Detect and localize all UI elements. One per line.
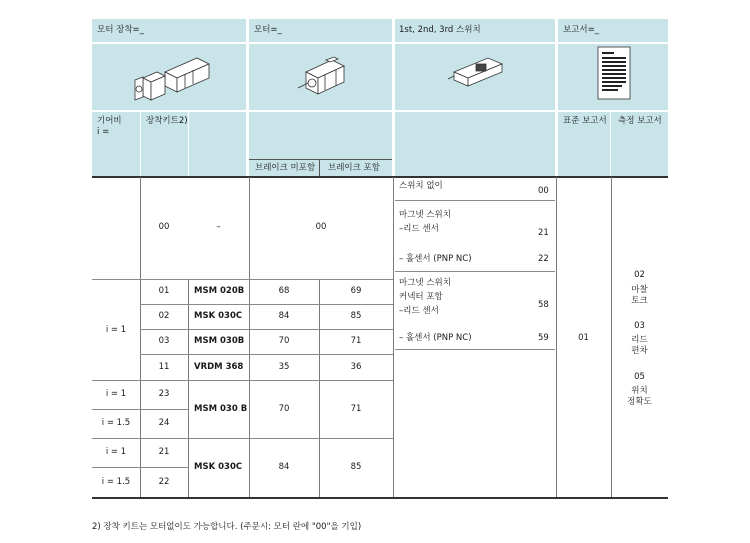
header-switch: 1st, 2nd, 3rd 스위치	[399, 25, 481, 35]
brake-included-code: 69	[350, 286, 362, 296]
motor-model: MSM 020B	[194, 286, 245, 296]
measurement-label: 정확도	[627, 397, 652, 407]
motor-model: MSK 030C	[194, 462, 243, 472]
kit-code: 21	[158, 447, 170, 457]
measurement-code: 03	[634, 321, 645, 331]
ratio-label: i = 1	[105, 389, 127, 399]
switch-magnet-connector-title: 마그넷 스위치	[399, 278, 451, 288]
measurement-code: 05	[634, 372, 645, 382]
header-motor-mount: 모터 장착=_	[97, 25, 144, 35]
measurement-label: 토크	[631, 296, 648, 306]
motor-code-none: 00	[315, 222, 327, 232]
kit-code: 11	[158, 362, 170, 372]
header-motor: 모터=_	[254, 25, 282, 35]
ratio-label: i = 1	[105, 447, 127, 457]
report-document-icon	[597, 46, 631, 100]
switch-icon	[448, 52, 508, 94]
kit-code: 02	[158, 311, 170, 321]
brake-excluded-code: 70	[278, 404, 290, 414]
subheader-measurement-report: 측정 보고서	[618, 116, 662, 126]
motor-model: MSK 030C	[194, 311, 243, 321]
measurement-label: 위치	[631, 386, 648, 396]
kit-code-none: 00	[158, 222, 170, 232]
motor-model: MSM 030 B	[194, 404, 248, 414]
kit-code: 24	[158, 418, 170, 428]
measurement-label: 리드	[631, 335, 648, 345]
brake-excluded-code: 35	[278, 362, 290, 372]
brake-included-code: 85	[350, 462, 362, 472]
subheader-brake-excluded: 브레이크 미포함	[255, 163, 316, 173]
switch-none-code: 00	[538, 186, 549, 196]
kit-dash: –	[216, 222, 221, 232]
motor-model: VRDM 368	[194, 362, 244, 372]
measurement-label: 편차	[631, 346, 648, 356]
switch-magnet-title: 마그넷 스위치	[399, 210, 451, 220]
motor-model: MSM 030B	[194, 336, 245, 346]
switch-reed-code: 21	[538, 228, 549, 238]
brake-included-code: 36	[350, 362, 362, 372]
subheader-mount-kit: 장착키트2)	[146, 116, 188, 126]
ratio-label: i = 1.5	[101, 477, 131, 487]
kit-code: 22	[158, 477, 170, 487]
subheader-gear-ratio: 기어비	[97, 116, 122, 126]
switch-hall-code: 22	[538, 254, 549, 264]
brake-included-code: 85	[350, 311, 362, 321]
motor-icon	[292, 52, 352, 102]
switch-hall2-code: 59	[538, 333, 549, 343]
switch-none-label: 스위치 없이	[399, 181, 443, 191]
standard-report-code: 01	[578, 333, 589, 343]
subheader-standard-report: 표준 보고서	[563, 116, 607, 126]
ratio-label: i = 1	[105, 325, 127, 335]
brake-excluded-code: 70	[278, 336, 290, 346]
brake-excluded-code: 84	[278, 311, 290, 321]
kit-code: 01	[158, 286, 170, 296]
switch-reed2-code: 58	[538, 300, 549, 310]
ratio-label: i = 1.5	[101, 418, 131, 428]
motor-mount-gearbox-icon	[125, 50, 215, 106]
subheader-brake-included: 브레이크 포함	[328, 163, 380, 173]
brake-excluded-code: 84	[278, 462, 290, 472]
switch-reed2-label: –리드 센서	[399, 306, 439, 316]
brake-included-code: 71	[350, 404, 362, 414]
subheader-gear-ratio-i: i =	[97, 127, 110, 137]
switch-hall2-label: – 홀센서 (PNP NC)	[399, 333, 472, 343]
switch-connector-label: 커넥터 포함	[399, 292, 443, 302]
measurement-code: 02	[634, 270, 645, 280]
header-report: 보고서=_	[563, 25, 600, 35]
brake-excluded-code: 68	[278, 286, 290, 296]
switch-reed-label: –리드 센서	[399, 224, 439, 234]
switch-hall-label: – 홀센서 (PNP NC)	[399, 254, 472, 264]
brake-included-code: 71	[350, 336, 362, 346]
footnote: 2) 장착 키트는 모터없이도 가능합니다. (주문시: 모터 란에 "00"을 기입)	[92, 522, 362, 532]
kit-code: 03	[158, 336, 170, 346]
kit-code: 23	[158, 389, 170, 399]
measurement-label: 마찰	[631, 285, 648, 295]
